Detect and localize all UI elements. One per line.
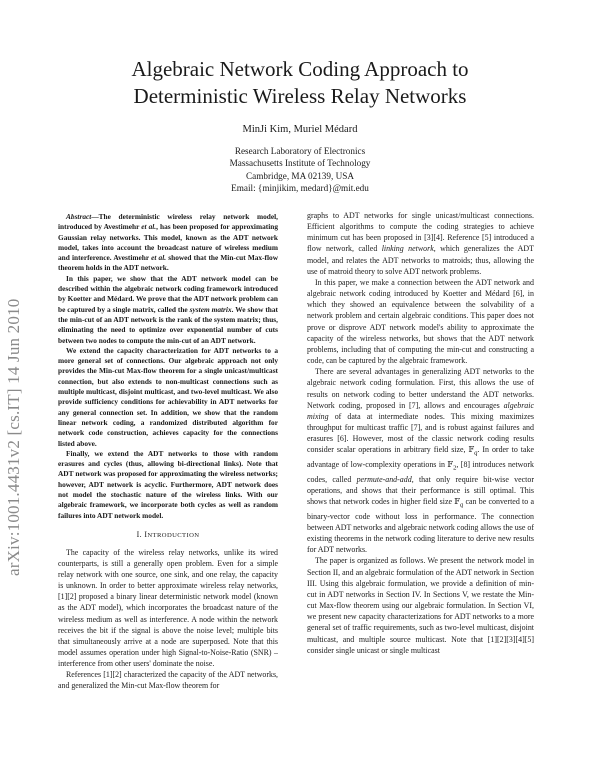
abstract-paragraph-2 <box>58 274 278 346</box>
body-italic: linking network <box>381 244 434 254</box>
abstract-label: Abstract <box>66 212 92 221</box>
field-subscript: q <box>459 501 464 509</box>
affiliation-block <box>60 145 540 194</box>
author-email[interactable]: Email: {minjikim, medard}@mit.edu <box>231 182 369 193</box>
abstract-paragraph-4: Finally, we extend the ADT networks to those with random erasures and cycles (thus, allowing bi-directional links). Note that ADT network was proposed for approximating the wireless networks; however, ADT network is acyclic. Furthermore, ADT network does not model the stochastic nature of the wireless links. With our algebraic framework, we incorporate both cycles as well as random failures into ADT network model. <box>58 448 278 520</box>
right-paragraph-0 <box>307 210 534 277</box>
section-heading-introduction <box>58 529 278 541</box>
field-subscript: 2 <box>453 464 457 472</box>
abstract-etal: et al. <box>151 253 167 263</box>
abstract-text: showed that the Min-cut Max-flow theorem holds in the ADT network. <box>58 253 278 273</box>
right-paragraph-2 <box>307 366 534 555</box>
affiliation-lab: Research Laboratory of Electronics <box>234 146 366 156</box>
body-text: graphs to ADT networks for single unicast/multicast connections. Efficient algorithms to compute the coding strategies to achieve minimum cut has been proposed in [3][4]. Reference [5] introduced a flow network, called <box>307 211 534 254</box>
abstract <box>58 212 278 521</box>
introduction-left <box>58 547 278 691</box>
body-text: , which generalizes the ADT model, and relates the ADT networks to matroids; thus, allowing the use of matroid theory to solve ADT network problems. <box>307 244 534 276</box>
body-text: , that only require bit-wise vector operations, and shows that their performance is still optimal. This shows that network codes in higher field size 𝔽 <box>307 474 534 507</box>
body-text: , [8] introduces network codes, called <box>307 460 534 484</box>
right-column <box>307 210 534 656</box>
section-heading-initial: I <box>144 529 148 539</box>
affiliation-city: Cambridge, MA 02139, USA <box>246 170 354 181</box>
abstract-etal: et al. <box>141 222 157 232</box>
paper-title <box>60 56 540 110</box>
section-numeral: I. <box>136 529 145 539</box>
body-italic: algebraic mixing <box>307 400 534 421</box>
section-heading-rest: NTRODUCTION <box>147 531 200 539</box>
intro-paragraph-2: References [1][2] characterized the capacity of the ADT networks, and generalized the Min-cut Max-flow theorem for <box>58 669 278 691</box>
field-subscript: q <box>474 449 478 457</box>
body-text: . In order to take advantage of low-complexity operations in 𝔽 <box>307 445 534 470</box>
arxiv-identifier[interactable]: arXiv:1001.4431v2 [cs.IT] 14 Jun 2010 <box>4 298 23 576</box>
body-italic: permute-and-add <box>356 474 412 484</box>
right-paragraph-1: In this paper, we make a connection between the ADT network and algebraic network coding introduced by Koetter and Médard [6], in which they showed an equivalence between the solvability of a network problem and certain algebraic conditions. This paper does not prove or disprove ADT network model's ability to approximate the capacity of the wireless networks, but shows that the ADT network problems, including that of computing the min-cut and constructing a code, can be captured by the algebraic framework. <box>307 277 534 366</box>
intro-paragraph-1: The capacity of the wireless relay networks, unlike its wired counterparts, is still a generally open problem. Even for a simple relay network with one source, one sink, and one relay, the capacity is unknown. In order to better approximate wireless relay networks, [1][2] proposed a binary linear deterministic network model (known as the ADT model), which incorporates the broadcast nature of the wireless medium as well as interference. A node within the network receives the bit if the signal is above the noise level; multiple bits that simultaneously arrive at a node are superposed. Note that this model assumes operation under high Signal-to-Noise-Ratio (SNR) – interference from other users' dominate the noise. <box>58 547 278 668</box>
abstract-text: , has been proposed for approximating Gaussian relay networks. This model, known as the ADT network model, takes into account the broadcast nature of wireless medium and interference. Avestimehr <box>58 222 278 263</box>
body-text: can be converted to a binary-vector code without loss in performance. The connection between ADT networks and algebraic network coding allows the use of existing theorems in the network coding literature to derive new results for ADT networks. <box>307 497 534 555</box>
author-list: MinJi Kim, Muriel Médard <box>242 124 358 135</box>
abstract-paragraph-3: We extend the capacity characterization for ADT networks to a more general set of connections. Our algebraic approach not only provides the Min-cut Max-flow theorem for a single unicast/multicast connection, but also extends to non-multicast connections such as multiple multicast, disjoint multicast, and two-level multicast. We also provide sufficiency conditions for achievability in ADT networks for any general connection set. In addition, we show that the random linear network coding, a randomized distributed algorithm for network code construction, achieves capacity for the connections listed above. <box>58 345 278 448</box>
affiliation-institute: Massachusetts Institute of Technology <box>229 158 371 169</box>
abstract-system-matrix: system matrix <box>189 304 232 314</box>
abstract-text: In this paper, we show that the ADT network model can be described within the algebraic network coding framework introduced by Koetter and Médard. We prove that the ADT network problem can be captured by a single matrix, called the <box>58 273 278 314</box>
abstract-text: —The deterministic wireless relay network model, introduced by Avestimehr <box>58 212 278 232</box>
title-line-2: Deterministic Wireless Relay Networks <box>133 84 467 108</box>
abstract-paragraph-1 <box>58 212 278 274</box>
body-text: of data at intermediate nodes. This mixing maximizes throughput for multicast traffic [7], and is robust against failures and erasures [6]. However, most of the classic network coding results consider scalar operations in arbitrary field size, 𝔽 <box>307 411 534 455</box>
title-line-1: Algebraic Network Coding Approach to <box>131 57 469 81</box>
right-paragraph-3: The paper is organized as follows. We present the network model in Section II, and an algebraic formulation of the ADT network in Section III. Using this algebraic formulation, we provide a definition of min-cut in ADT networks in Section IV. In Sections V, we restate the Min-cut Max-flow theorem using our algebraic formulation. In Section VI, we present new capacity characterizations for ADT networks to a more general set of traffic requirements, such as two-level multicast, disjoint multicast, and multiple source multicast. Note that [1][2][3][4][5] consider single unicast or single multicast <box>307 556 534 655</box>
body-text: There are several advantages in generalizing ADT networks to the algebraic network coding formulation. First, this allows the use of results on network coding to better understand the ADT networks. Network coding, proposed in [7], allows and encourages <box>307 367 534 410</box>
abstract-text: . We show that the min-cut of an ADT network is the rank of the system matrix; thus, eliminating the need to optimize over exponential number of cuts between two nodes to compute the min-cut of an ADT network. <box>58 304 278 345</box>
left-column <box>58 212 278 691</box>
